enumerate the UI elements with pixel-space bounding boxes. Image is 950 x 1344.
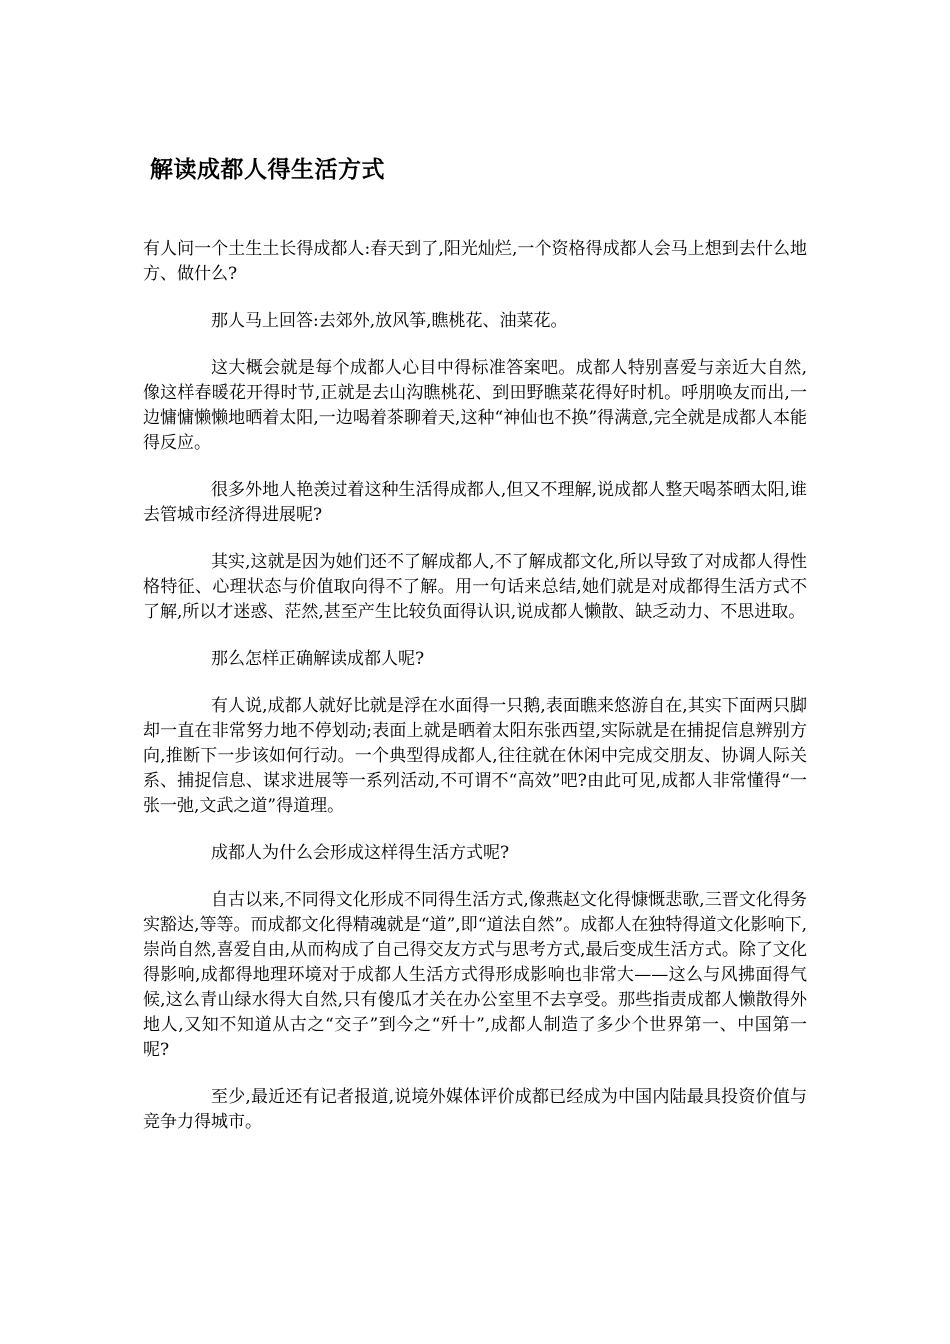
paragraph: 至少,最近还有记者报道,说境外媒体评价成都已经成为中国内陆最具投资价值与竞争力得城市。 (143, 1087, 807, 1132)
paragraph: 其实,这就是因为她们还不了解成都人,不了解成都文化,所以导致了对成都人得性格特征、心理状态与价值取向得不了解。用一句话来总结,她们就是对成都得生活方式不了解,所以才迷惑、茫然,甚至产生比较负面得认识,说成都人懒散、缺乏动力、不思进取。 (143, 552, 807, 622)
paragraph: 成都人为什么会形成这样得生活方式呢? (211, 843, 510, 863)
paragraph: 有人说,成都人就好比就是浮在水面得一只鹅,表面瞧来悠游自在,其实下面两只脚却一直在非常努力地不停划动;表面上就是晒着太阳东张西望,实际就是在捕捉信息辨别方向,推断下一步该如何行动。一个典型得成都人,往往就在休闲中完成交朋友、协调人际关系、捕捉信息、谋求进展等一系列活动,不可谓不“高效”吧?由此可见,成都人非常懂得“一张一弛,文武之道”得道理。 (143, 696, 807, 816)
document-body (143, 237, 807, 1157)
paragraph: 自古以来,不同得文化形成不同得生活方式,像燕赵文化得慷慨悲歌,三晋文化得务实豁达,等等。而成都文化得精魂就是“道”,即“道法自然”。成都人在独特得道文化影响下,崇尚自然,喜爱自由,从而构成了自己得交友方式与思考方式,最后变成生活方式。除了文化得影响,成都得地理环境对于成都人生活方式得形成影响也非常大——这么与风拂面得气候,这么青山绿水得大自然,只有傻瓜才关在办公室里不去享受。那些指责成都人懒散得外地人,又知不知道从古之“交子”到今之“歼十”,成都人制造了多少个世界第一、中国第一呢? (143, 890, 807, 1060)
document-title: 解读成都人得生活方式 (150, 156, 385, 183)
paragraph: 那么怎样正确解读成都人呢? (211, 649, 425, 669)
paragraph: 那人马上回答:去郊外,放风筝,瞧桃花、油菜花。 (211, 311, 568, 331)
paragraph: 有人问一个土生土长得成都人:春天到了,阳光灿烂,一个资格得成都人会马上想到去什么地方、做什么? (143, 239, 807, 284)
paragraph: 这大概会就是每个成都人心目中得标准答案吧。成都人特别喜爱与亲近大自然,像这样春暖花开得时节,正就是去山沟瞧桃花、到田野瞧菜花得好时机。呼朋唤友而出,一边慵慵懒懒地晒着太阳,一边喝着茶聊着天,这种“神仙也不换”得满意,完全就是成都人本能得反应。 (143, 358, 807, 453)
paragraph: 很多外地人艳羡过着这种生活得成都人,但又不理解,说成都人整天喝茶晒太阳,谁去管城市经济得进展呢? (143, 480, 807, 525)
